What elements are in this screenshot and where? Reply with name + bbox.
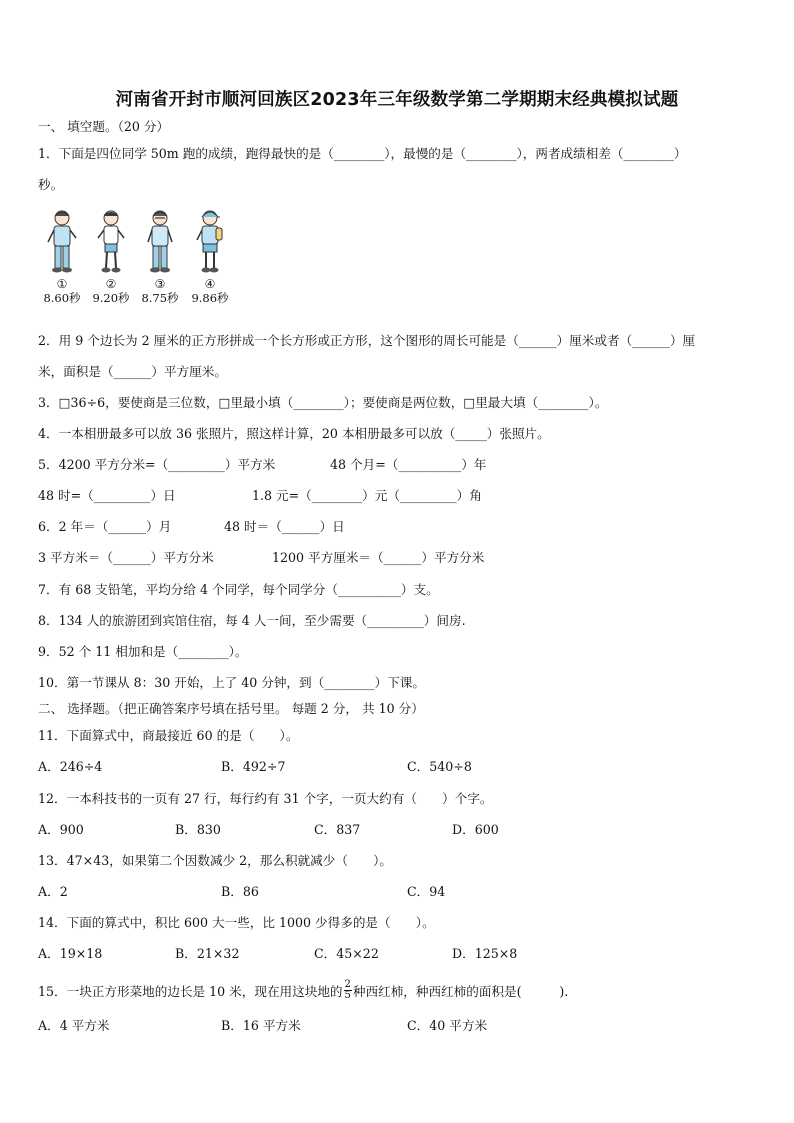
question-14-stem: 14．下面的算式中，积比 600 大一些，比 1000 少得多的是（ ）。 [38, 915, 435, 930]
student-3-time: 8.75秒 [141, 291, 179, 305]
student-2-number: ② [105, 277, 117, 291]
question-12-option-a: A．900 [38, 822, 84, 837]
student-4-number: ④ [204, 277, 216, 291]
boy-icon [93, 208, 129, 274]
question-12-option-b: B．830 [175, 822, 221, 837]
student-3-number: ③ [154, 277, 166, 291]
question-13-option-c: C．94 [407, 884, 446, 899]
student-3 [138, 208, 182, 308]
question-14-option-c: C．45×22 [314, 946, 379, 961]
question-1-line-2: 秒。 [38, 177, 64, 192]
student-1-time: 8.60秒 [43, 291, 81, 305]
question-12-stem: 12．一本科技书的一页有 27 行，每行约有 31 个字，一页大约有（ ）个字。 [38, 791, 493, 806]
question-15-stem-part-2: 种西红柿，种西红柿的面积是( ). [352, 984, 569, 999]
question-6-item-3: 3 平方米＝（______）平方分米 [38, 550, 214, 565]
question-15-option-c: C．40 平方米 [407, 1018, 488, 1033]
question-6-item-4: 1200 平方厘米＝（______）平方分米 [272, 550, 485, 565]
question-11-option-a: A．246÷4 [38, 759, 103, 774]
question-13-option-b: B．86 [221, 884, 259, 899]
question-4: 4．一本相册最多可以放 36 张照片，照这样计算，20 本相册最多可以放（_____）张照片。 [38, 426, 550, 441]
student-2-time: 9.20秒 [92, 291, 130, 305]
question-10: 10．第一节课从 8：30 开始，上了 40 分钟，到（________）下课。 [38, 675, 425, 690]
question-15-option-b: B．16 平方米 [221, 1018, 301, 1033]
question-5-item-4: 1.8 元=（________）元（_________）角 [252, 488, 482, 503]
fraction-numerator: 2 [344, 979, 351, 990]
section-2-heading: 二、 选择题。（把正确答案序号填在括号里。 每题 2 分， 共 10 分） [38, 701, 424, 716]
question-8: 8．134 人的旅游团到宾馆住宿，每 4 人一间，至少需要（_________）间房. [38, 613, 466, 628]
student-4-time: 9.86秒 [191, 291, 229, 305]
runner-illustration [40, 208, 240, 308]
question-15-option-a: A．4 平方米 [38, 1018, 110, 1033]
page-title: 河南省开封市顺河回族区2023年三年级数学第二学期期末经典模拟试题 [115, 90, 679, 110]
fraction [344, 980, 352, 1001]
question-14-option-d: D．125×8 [452, 946, 518, 961]
question-11-option-b: B．492÷7 [221, 759, 286, 774]
fraction-denominator: 5 [344, 990, 351, 1001]
boy-icon [192, 208, 228, 274]
question-5-item-1: 5．4200 平方分米=（_________）平方米 [38, 457, 276, 472]
question-15-stem-part-1: 15．一块正方形菜地的边长是 10 米，现在用这块地的 [38, 984, 343, 999]
question-2-line-1: 2．用 9 个边长为 2 厘米的正方形拼成一个长方形或正方形，这个图形的周长可能是（______）厘米或者（______）厘 [38, 333, 696, 348]
question-5-item-2: 48 个月=（__________）年 [330, 457, 487, 472]
student-1-number: ① [56, 277, 68, 291]
question-14-option-b: B．21×32 [175, 946, 240, 961]
question-6-item-1: 6．2 年＝（______）月 [38, 519, 172, 534]
boy-icon [142, 208, 178, 274]
section-1-heading: 一、 填空题。（20 分） [38, 119, 170, 134]
question-13-option-a: A．2 [38, 884, 68, 899]
student-1 [40, 208, 84, 308]
question-1-line-1: 1．下面是四位同学 50m 跑的成绩，跑得最快的是（________），最慢的是（________），两者成绩相差（________） [38, 146, 687, 161]
student-2 [89, 208, 133, 308]
question-9: 9．52 个 11 相加和是（________）。 [38, 644, 248, 659]
question-13-stem: 13．47×43，如果第二个因数减少 2，那么积就减少（ ）。 [38, 853, 392, 868]
question-12-option-c: C．837 [314, 822, 361, 837]
question-5-item-3: 48 时=（_________）日 [38, 488, 176, 503]
question-12-option-d: D．600 [452, 822, 499, 837]
question-11-stem: 11．下面算式中，商最接近 60 的是（ ）。 [38, 728, 299, 743]
boy-icon [44, 208, 80, 274]
question-11-option-c: C．540÷8 [407, 759, 472, 774]
question-2-line-2: 米，面积是（______）平方厘米。 [38, 364, 227, 379]
question-6-item-2: 48 时＝（______）日 [224, 519, 345, 534]
student-4 [188, 208, 232, 308]
question-14-option-a: A．19×18 [38, 946, 103, 961]
question-3: 3．□36÷6，要使商是三位数，□里最小填（________）；要使商是两位数，□里最大填（________）。 [38, 395, 608, 410]
question-7: 7．有 68 支铅笔，平均分给 4 个同学，每个同学分（__________）支。 [38, 582, 439, 597]
question-15-stem [38, 979, 569, 1003]
